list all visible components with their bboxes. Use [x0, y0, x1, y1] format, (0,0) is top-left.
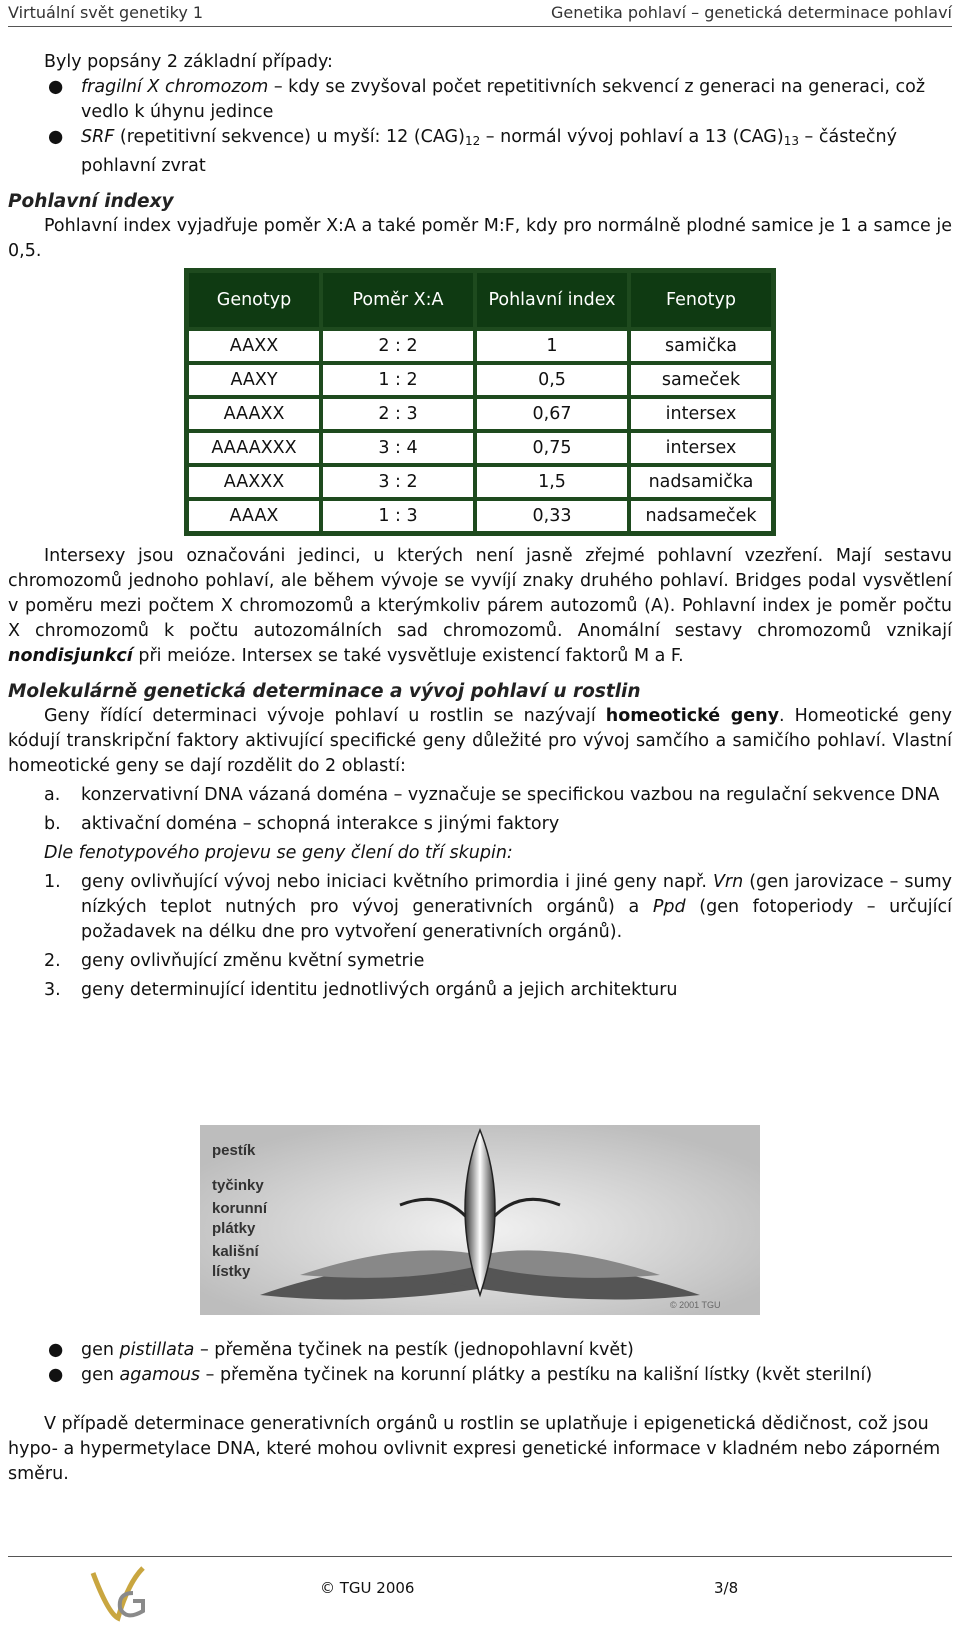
table-cell: 3 : 2 [321, 465, 475, 499]
flower-organ-diagram [200, 1125, 760, 1315]
sex-index-table [184, 268, 776, 536]
paragraph-text: Intersexy jsou označováni jedinci, u kterých není jasně zřejmé pohlavní vzezření. Mají sestavu chromozomů jednoho pohlaví, ale během vývoje se vyvíjí znaky druhého pohlaví. Bridges podal vysvětlení v poměru mezi počtem X chromozomů a kterýmkoliv párem autozomů (A). Pohlavní index je poměr počtu X chromozomů k počtu autozomálních sad chromozomů. Anomální sestavy chromozomů vznikají [8, 546, 952, 641]
paragraph-text: při meióze. Intersex se také vysvětluje existencí faktorů M a F. [132, 646, 684, 666]
page-header [8, 0, 952, 27]
list-marker: b. [44, 814, 61, 834]
section-heading: Pohlavní indexy [8, 191, 174, 212]
list-text: geny determinující identitu jednotlivých orgánů a jejich architekturu [81, 980, 678, 1000]
page-number: 3/8 [714, 1579, 739, 1597]
table-cell: 3 : 4 [321, 431, 475, 465]
table-row [187, 397, 773, 431]
list-text: gen [81, 1340, 120, 1360]
table-cell: AAXXX [187, 465, 321, 499]
table-cell: 0,33 [475, 499, 629, 533]
header-left: Virtuální svět genetiky 1 [8, 3, 204, 22]
list-item [8, 978, 952, 1003]
table-cell: AAXX [187, 329, 321, 363]
copyright-text: © TGU 2006 [320, 1579, 415, 1597]
list-text: geny ovlivňující změnu květní symetrie [81, 951, 425, 971]
case-text: – částečný pohlavní zvrat [81, 127, 898, 176]
bullet-icon: ● [48, 1365, 64, 1385]
list-text: aktivační doména – schopná interakce s jinými faktory [81, 814, 560, 834]
list-item [8, 949, 952, 974]
intro-text: Byly popsány 2 základní případy: [44, 52, 333, 72]
flower-organ-figure [200, 1125, 760, 1315]
table-cell: samička [629, 329, 773, 363]
table-cell: AAAAXXX [187, 431, 321, 465]
case-text: (repetitivní sekvence) u myší: 12 (CAG) [114, 127, 465, 147]
table-cell: 0,5 [475, 363, 629, 397]
table-cell: 1 : 2 [321, 363, 475, 397]
bottom-section [8, 1338, 952, 1487]
table-header-row [187, 271, 773, 329]
table-cell: 1 : 3 [321, 499, 475, 533]
label-sepals-1: kališní [212, 1243, 259, 1260]
list-item [8, 783, 952, 808]
column-header: Genotyp [187, 271, 321, 329]
table-cell: intersex [629, 431, 773, 465]
table-cell: AAAX [187, 499, 321, 533]
table-cell: AAXY [187, 363, 321, 397]
bullet-icon: ● [48, 127, 64, 147]
list-text: – přeměna tyčinek na pestík (jednopohlavní květ) [194, 1340, 634, 1360]
table-cell: 1,5 [475, 465, 629, 499]
table-row [187, 363, 773, 397]
list-text: konzervativní DNA vázaná doména – vyznačuje se specifickou vazbou na regulační sekvence DNA [81, 785, 940, 805]
label-sepals-2: lístky [212, 1263, 251, 1280]
paragraph [8, 704, 952, 779]
case-term: fragilní X chromozom [81, 77, 269, 97]
list-text: (gen fotoperiody – určující požadavek na délku dne pro vytvoření generativních orgánů). [81, 897, 952, 942]
table-cell: 1 [475, 329, 629, 363]
list-item [8, 75, 952, 125]
case-text: – kdy se zvyšoval počet repetitivních sekvencí z generaci na generaci, což vedlo k úhynu jedince [81, 77, 925, 122]
table-cell: AAAXX [187, 397, 321, 431]
subscript: 13 [783, 134, 799, 148]
label-petals-1: korunní [212, 1200, 267, 1217]
bullet-icon: ● [48, 1340, 64, 1360]
italic-text: Dle fenotypového projevu se geny člení do tří skupin: [44, 843, 513, 863]
gene-name: agamous [119, 1365, 201, 1385]
paragraph-text: . Homeotické geny kódují transkripční faktory aktivující specifické geny důležité pro vývoj samčího a samičího pohlaví. Vlastní homeotické geny se dají rozdělit do 2 oblastí: [8, 706, 952, 776]
table-cell: sameček [629, 363, 773, 397]
table-row [187, 431, 773, 465]
vg-logo [88, 1563, 158, 1623]
table-cell: 0,67 [475, 397, 629, 431]
list-text: (gen jarovizace – sumy nízkých teplot nutných pro vývoj generativních orgánů) a [81, 872, 952, 917]
emphasis-term: homeotické geny [605, 706, 780, 726]
paragraph [8, 544, 952, 669]
list-text: – přeměna tyčinek na korunní plátky a pestíku na kališní lístky (květ sterilní) [200, 1365, 873, 1385]
header-right: Genetika pohlaví – genetická determinace pohlaví [551, 3, 952, 22]
label-stamens: tyčinky [212, 1177, 264, 1194]
list-item [8, 870, 952, 945]
table-row [187, 499, 773, 533]
gene-name: Vrn [712, 872, 744, 892]
table-cell: nadsamička [629, 465, 773, 499]
list-marker: a. [44, 785, 61, 805]
table-cell: nadsameček [629, 499, 773, 533]
label-pistil: pestík [212, 1142, 256, 1159]
list-item [8, 1338, 952, 1363]
gene-name: pistillata [119, 1340, 195, 1360]
list-marker: 1. [44, 872, 61, 892]
list-text: gen [81, 1365, 120, 1385]
table-cell: 0,75 [475, 431, 629, 465]
table-cell: 2 : 3 [321, 397, 475, 431]
section-heading: Molekulárně genetická determinace a vývoj pohlaví u rostlin [8, 681, 641, 702]
table-cell: 2 : 2 [321, 329, 475, 363]
table-row [187, 465, 773, 499]
subscript: 12 [464, 134, 481, 148]
list-item [8, 1363, 952, 1388]
paragraph: Pohlavní index vyjadřuje poměr X:A a také poměr M:F, kdy pro normálně plodné samice je 1 a samce je 0,5. [8, 216, 952, 261]
table-cell: intersex [629, 397, 773, 431]
page-footer [8, 1556, 952, 1629]
list-marker: 3. [44, 980, 61, 1000]
list-item [8, 812, 952, 837]
label-petals-2: plátky [212, 1220, 256, 1237]
bullet-icon: ● [48, 77, 64, 97]
list-marker: 2. [44, 951, 61, 971]
document-body [8, 50, 952, 1003]
italic-line [8, 841, 952, 866]
column-header: Poměr X:A [321, 271, 475, 329]
case-text: – normál vývoj pohlaví a 13 (CAG) [480, 127, 784, 147]
list-text: geny ovlivňující vývoj nebo iniciaci květního primordia i jiné geny např. [81, 872, 713, 892]
paragraph: V případě determinace generativních orgánů u rostlin se uplatňuje i epigenetická dědičnost, což jsou hypo- a hypermetylace DNA, které mohou ovlivnit expresi genetické informace v kladném nebo záporném směru. [8, 1414, 941, 1484]
gene-name: Ppd [652, 897, 686, 917]
column-header: Fenotyp [629, 271, 773, 329]
case-term: SRF [81, 127, 115, 147]
column-header: Pohlavní index [475, 271, 629, 329]
list-item [8, 125, 952, 179]
emphasis-term: nondisjunkcí [8, 646, 133, 666]
table-row [187, 329, 773, 363]
figure-credit: © 2001 TGU [670, 1300, 721, 1310]
paragraph-text: Geny řídící determinaci vývoje pohlaví u rostlin se nazývají [44, 706, 606, 726]
